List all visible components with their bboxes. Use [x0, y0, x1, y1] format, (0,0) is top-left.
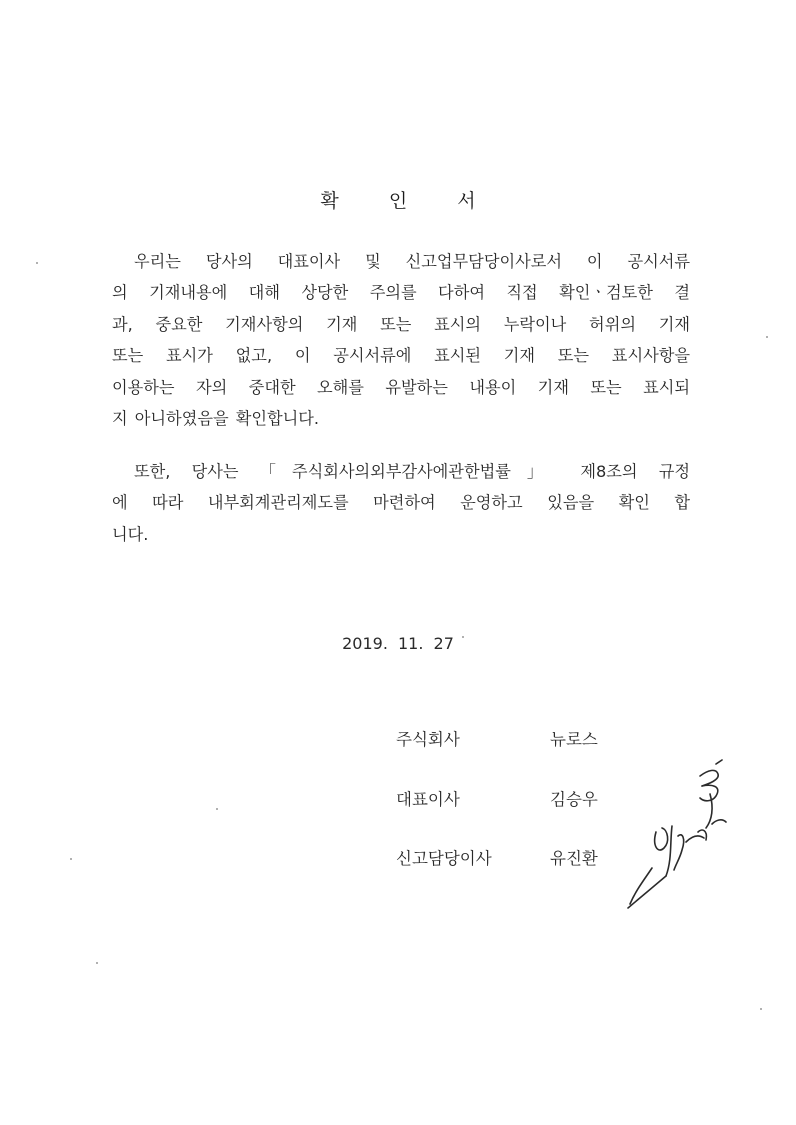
scan-speck [36, 262, 38, 264]
paragraph-line: 또는 표시가 없고, 이 공시서류에 표시된 기재 또는 표시사항을 [112, 346, 690, 366]
paragraph-line: 또한, 당사는 「주식회사의외부감사에관한법률」 제8조의 규정 [134, 462, 690, 481]
signatory-name: 김승우 [550, 790, 598, 809]
paragraph-line: 과, 중요한 기재사항의 기재 또는 표시의 누락이나 허위의 기재 [112, 314, 690, 334]
paragraph-line: 우리는 당사의 대표이사 및 신고업무담당이사로서 이 공시서류 [134, 252, 690, 271]
scan-speck [766, 336, 768, 338]
signatory-name: 뉴로스 [550, 730, 598, 749]
document-title: 확 인 서 [320, 190, 498, 212]
paragraph-line: 에 따라 내부회계관리제도를 마련하여 운영하고 있음을 확인 합 [112, 493, 690, 513]
paragraph-line: 이용하는 자의 중대한 오해를 유발하는 내용이 기재 또는 표시되 [112, 377, 690, 397]
scan-speck [216, 808, 218, 810]
scan-speck [462, 636, 464, 638]
scan-speck [760, 1008, 762, 1010]
handwritten-signature-icon [612, 758, 742, 918]
signatory-label: 주식회사 [396, 730, 460, 749]
confirmation-paragraph [112, 246, 690, 434]
scan-speck [70, 858, 72, 860]
paragraph-line: 지 아니하였음을 확인합니다. [112, 408, 320, 428]
document-date: 2019. 11. 27 [342, 634, 454, 653]
internal-control-paragraph [112, 456, 690, 550]
signatory-label: 대표이사 [396, 790, 460, 809]
signatory-name: 유진환 [550, 849, 598, 868]
paragraph-line: 니다. [112, 524, 149, 544]
scan-speck [96, 962, 98, 964]
paragraph-line: 의 기재내용에 대해 상당한 주의를 다하여 직접 확인ㆍ검토한 결 [112, 283, 690, 303]
signatory-label: 신고담당이사 [396, 849, 492, 868]
